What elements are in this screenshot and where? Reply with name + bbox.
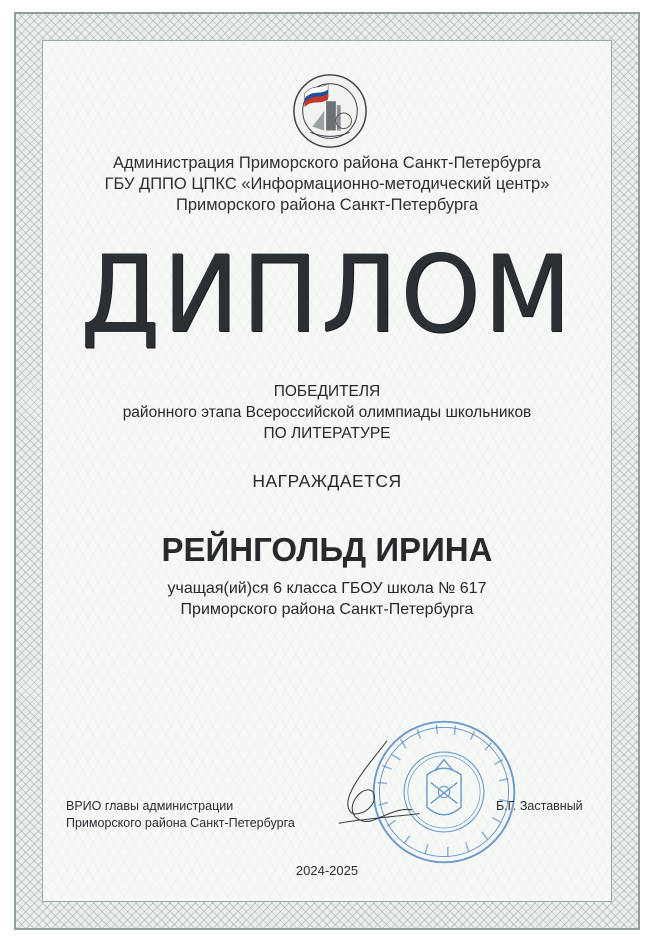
- signatory-title-line-2: Приморского района Санкт-Петербурга: [66, 816, 295, 830]
- recipient-school-line-1: учащая(ий)ся 6 класса ГБОУ школа № 617: [167, 580, 487, 597]
- document-title: ДИПЛОМ: [80, 233, 574, 356]
- issuer-line-3: Приморского района Санкт-Петербурга: [175, 196, 479, 214]
- recipient-school-line-2: Приморского района Санкт-Петербурга: [180, 601, 474, 618]
- olympiad-emblem-icon: [291, 72, 369, 150]
- academic-years: 2024-2025: [295, 863, 359, 878]
- handwritten-signature-icon: [320, 735, 425, 835]
- award-line-3: ПО ЛИТЕРАТУРЕ: [263, 425, 391, 442]
- recipient-name: РЕЙНГОЛЬД ИРИНА: [161, 531, 493, 568]
- award-line-2: районного этапа Всероссийской олимпиады школьников: [122, 404, 532, 421]
- issuer-line-2: ГБУ ДППО ЦПКС «Информационно-методический центр»: [104, 175, 550, 193]
- award-line-1: ПОБЕДИТЕЛЯ: [273, 383, 381, 400]
- awarded-label: НАГРАЖДАЕТСЯ: [252, 471, 402, 491]
- signatory-name: Б.Г. Заставный: [496, 799, 583, 813]
- signatory-title-line-1: ВРИО главы администрации: [66, 799, 234, 813]
- issuer-line-1: Администрация Приморского района Санкт-Петербурга: [113, 154, 541, 172]
